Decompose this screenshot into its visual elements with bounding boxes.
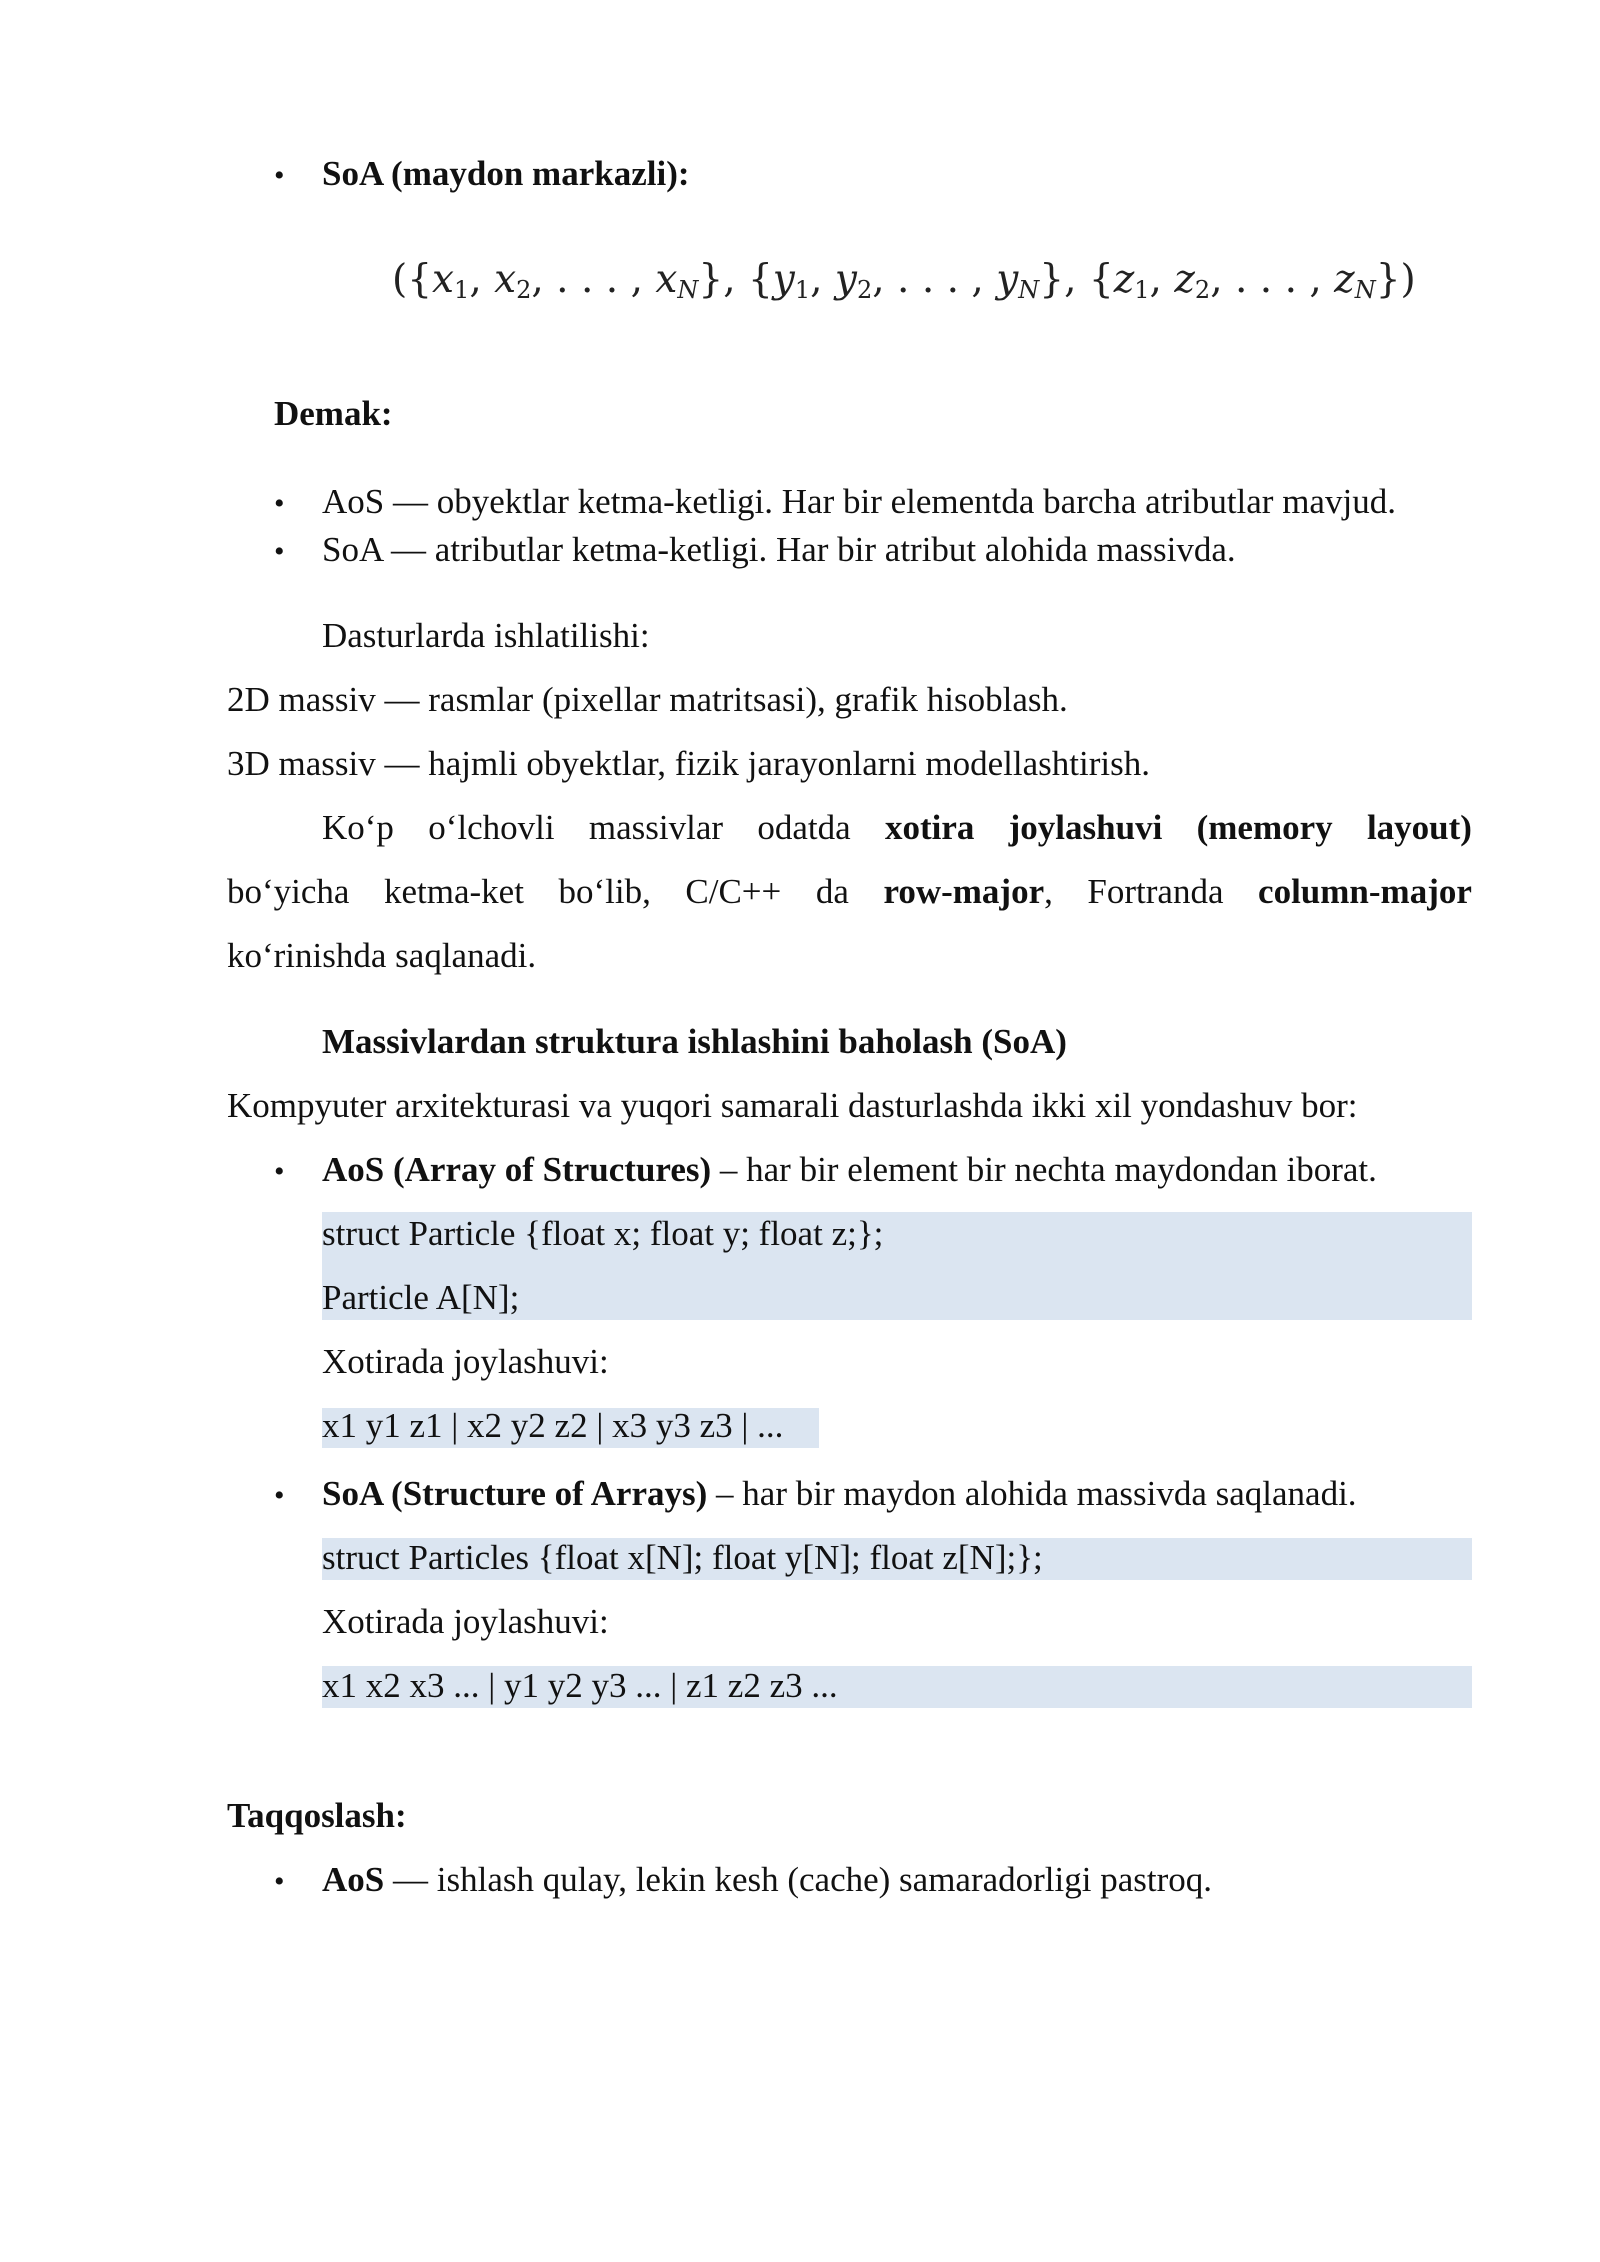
section-intro: Kompyuter arxitekturasi va yuqori samarali dasturlashda ikki xil yondashuv bor: (227, 1086, 1358, 1125)
bullet: • (274, 1155, 285, 1188)
demak-item-soa: SoA — atributlar ketma-ketligi. Har bir atribut alohida massivda. (322, 530, 1236, 569)
soa-header: SoA (maydon markazli): (322, 154, 690, 193)
aos-code-line-2: Particle A[N]; (322, 1278, 520, 1317)
word: ketma-ket (384, 872, 524, 911)
bullet: • (274, 1479, 285, 1512)
soa-title: SoA (Structure of Arrays) (322, 1474, 708, 1513)
aos-item (322, 1148, 1377, 1192)
compare-desc: — ishlash qulay, lekin kesh (cache) samaradorligi pastroq. (384, 1860, 1213, 1899)
section-title: Massivlardan struktura ishlashini baholash (SoA) (322, 1022, 1067, 1061)
para-line-3: ko‘rinishda saqlanadi. (227, 936, 537, 975)
soa-memory-layout: x1 x2 x3 ... | y1 y2 y3 ... | z1 z2 z3 ... (322, 1666, 838, 1705)
word: bo‘yicha (227, 872, 350, 911)
usage-3d: 3D massiv — hajmli obyektlar, fizik jarayonlarni modellashtirish. (227, 744, 1150, 783)
compare-item-aos (322, 1858, 1212, 1902)
word-group (883, 870, 1052, 914)
word: C/C++ (685, 872, 782, 911)
aos-memory-layout: x1 y1 z1 | x2 y2 z2 | x3 y3 z3 | ... (322, 1406, 784, 1445)
word: Fortranda (1087, 872, 1224, 911)
para-line-1 (322, 806, 1472, 850)
word-bold: column-major (1258, 872, 1472, 911)
word-bold: (memory (1196, 808, 1333, 847)
soa-formula (392, 250, 1416, 320)
bullet: • (274, 1865, 285, 1898)
word: bo‘lib, (558, 872, 651, 911)
compare-term: AoS (322, 1860, 385, 1899)
aos-title: AoS (Array of Structures) (322, 1150, 712, 1189)
soa-item (322, 1472, 1357, 1516)
word-bold: xotira (884, 808, 975, 847)
formula-rendered: ({$x_1$, $x_2$, . . . , $x_N$}, {$y_1$, $y_2$, . . . , $y_N$}, {$z_1$, $z_2$, . . . , $z_N$}) (392, 257, 1416, 304)
bullet: • (274, 487, 285, 520)
soa-memory-label: Xotirada joylashuvi: (322, 1602, 609, 1641)
word: o‘lchovli (428, 808, 555, 847)
soa-code-line-1: struct Particles {float x[N]; float y[N]; float z[N];}; (322, 1538, 1043, 1577)
aos-memory-label: Xotirada joylashuvi: (322, 1342, 609, 1381)
usage-2d: 2D massiv — rasmlar (pixellar matritsasi), grafik hisoblash. (227, 680, 1068, 719)
word: odatda (757, 808, 851, 847)
bullet: • (274, 535, 285, 568)
soa-desc: – har bir maydon alohida massivda saqlanadi. (707, 1474, 1357, 1513)
word-bold: row-major (883, 872, 1045, 911)
word: Ko‘p (322, 808, 394, 847)
comma: , (1044, 872, 1053, 911)
word-bold: joylashuvi (1008, 808, 1163, 847)
demak-item-aos: AoS — obyektlar ketma-ketligi. Har bir elementda barcha atributlar mavjud. (322, 482, 1396, 521)
word: da (815, 872, 849, 911)
aos-desc: – har bir element bir nechta maydondan iborat. (711, 1150, 1377, 1189)
para-line-2 (227, 870, 1472, 914)
usage-intro: Dasturlarda ishlatilishi: (322, 616, 650, 655)
aos-code-line-1: struct Particle {float x; float y; float z;}; (322, 1214, 884, 1253)
word: massivlar (588, 808, 724, 847)
compare-heading: Taqqoslash: (227, 1796, 407, 1835)
word-bold: layout) (1366, 808, 1472, 847)
bullet: • (274, 159, 285, 192)
demak-heading: Demak: (274, 394, 393, 433)
